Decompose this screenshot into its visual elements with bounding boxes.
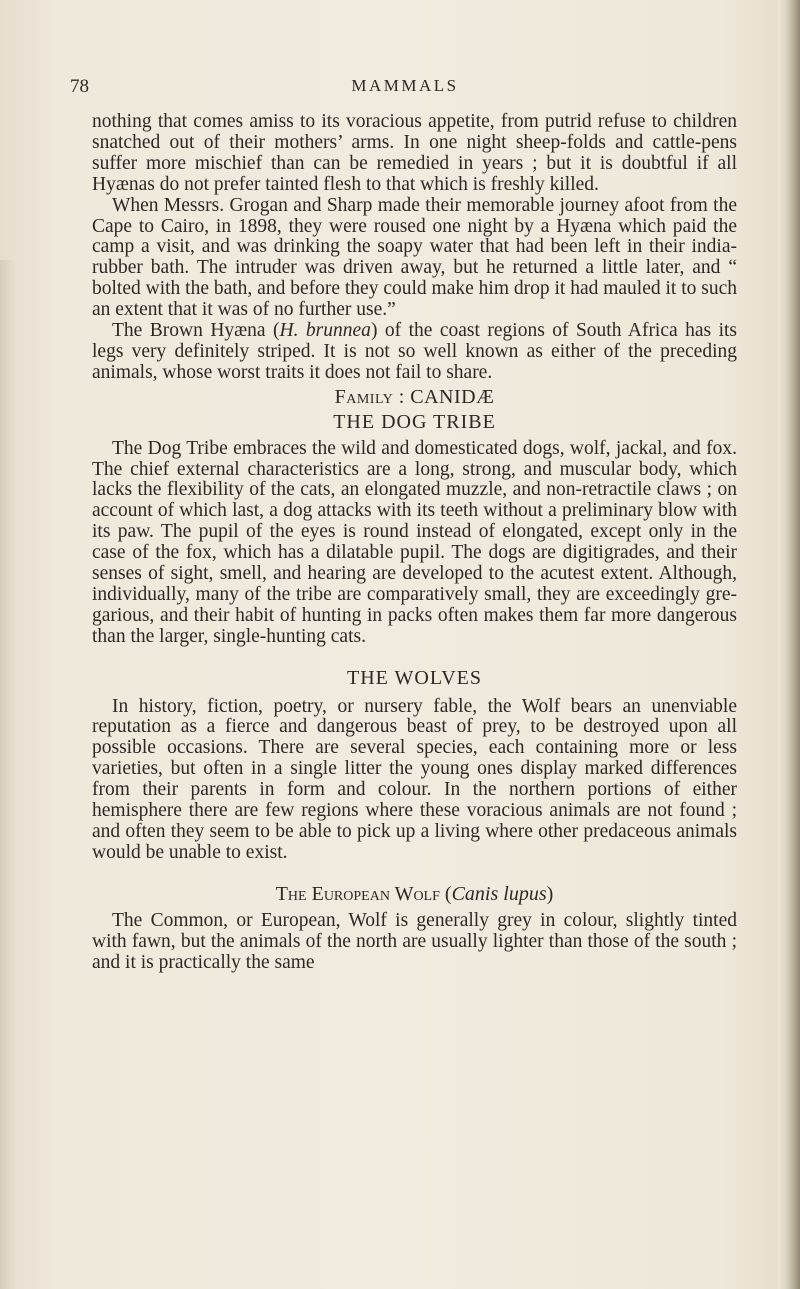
body-text <box>92 112 737 973</box>
text-run: ) <box>546 882 554 905</box>
text-run: The Brown Hyæna ( <box>112 320 280 342</box>
subheading-title: The European Wolf <box>275 882 440 905</box>
family-heading <box>92 387 737 408</box>
text-run: ) of the coast regions of South Africa has its legs very definitely striped. It is not so well known as either of the preceding animals, whose worst traits it does not fail to share. <box>92 320 737 383</box>
page-number: 78 <box>70 76 89 97</box>
family-separator: : <box>393 385 411 408</box>
family-label: Family <box>334 385 394 408</box>
species-name: Canis lupus <box>451 882 547 905</box>
page-header <box>70 76 740 100</box>
family-name: CANIDÆ <box>410 385 495 408</box>
species-name: H. brunnea <box>279 320 371 342</box>
section-heading-wolves: THE WOLVES <box>347 666 482 689</box>
paragraph-hyaena-appetite: nothing that comes amiss to its voracious appetite, from putrid refuse to children snatched out of their mothers’ arms. In one night sheep-folds and cattle-pens suffer more mischief than can be remedied in years ; but it is doubtful if all Hyænas do not prefer tainted flesh to that which is freshly killed. <box>92 111 737 195</box>
paragraph-dog-tribe: The Dog Tribe embraces the wild and domesticated dogs, wolf, jackal, and fox. The chief external characteristics are a long, strong, and muscular body, which lacks the flexibility of the cats, an elongated muzzle, and non-retractile claws ; on account of which last, a dog attacks with its teeth without a preliminary blow with its paw. The pupil of the eyes is round instead of elongated, except only in the case of the fox, which has a dilatable pupil. The dogs are digitigrades, and their senses of sight, smell, and hearing are developed to the acutest extent. Although, individually, many of the tribe are comparatively small, they are exceedingly gre-garious, and their habit of hunting in packs often makes them far more dangerous than the larger, single-hunting cats. <box>92 437 737 647</box>
page-binding-edge <box>778 0 800 1289</box>
paragraph-brown-hyaena <box>92 321 737 384</box>
page-left-shadow <box>0 260 14 1289</box>
subheading-european-wolf <box>92 884 737 905</box>
text-run: ( <box>439 882 452 905</box>
paragraph-grogan-sharp: When Messrs. Grogan and Sharp made their memorable journey afoot from the Cape to Cairo, in 1898, they were roused one night by a Hyæna which paid the camp a visit, and was drinking the soapy water that had been left in their india-rubber bath. The intruder was driven away, but he returned a little later, and “ bolted with the bath, and before they could make him drop it had mauled it to such an extent that it was of no further use.” <box>92 194 737 321</box>
section-heading-dog-tribe: THE DOG TRIBE <box>333 410 496 433</box>
paragraph-wolves: In history, fiction, poetry, or nursery fable, the Wolf bears an unenviable reputation as a fierce and dangerous beast of prey, to be destroyed upon all possible occasions. There are several species, each containing more or less varieties, but often in a single litter the young ones display marked differences from their parents in form and colour. In the northern portions of either hemisphere there are few regions where these voracious animals are not found ; and often they seem to be able to pick up a living where other predaceous animals would be unable to exist. <box>92 695 737 863</box>
paragraph-european-wolf: The Common, or European, Wolf is generally grey in colour, slightly tinted with fawn, but the animals of the north are usually lighter than those of the south ; and it is practically the same <box>92 909 737 973</box>
running-head: MAMMALS <box>351 76 459 95</box>
